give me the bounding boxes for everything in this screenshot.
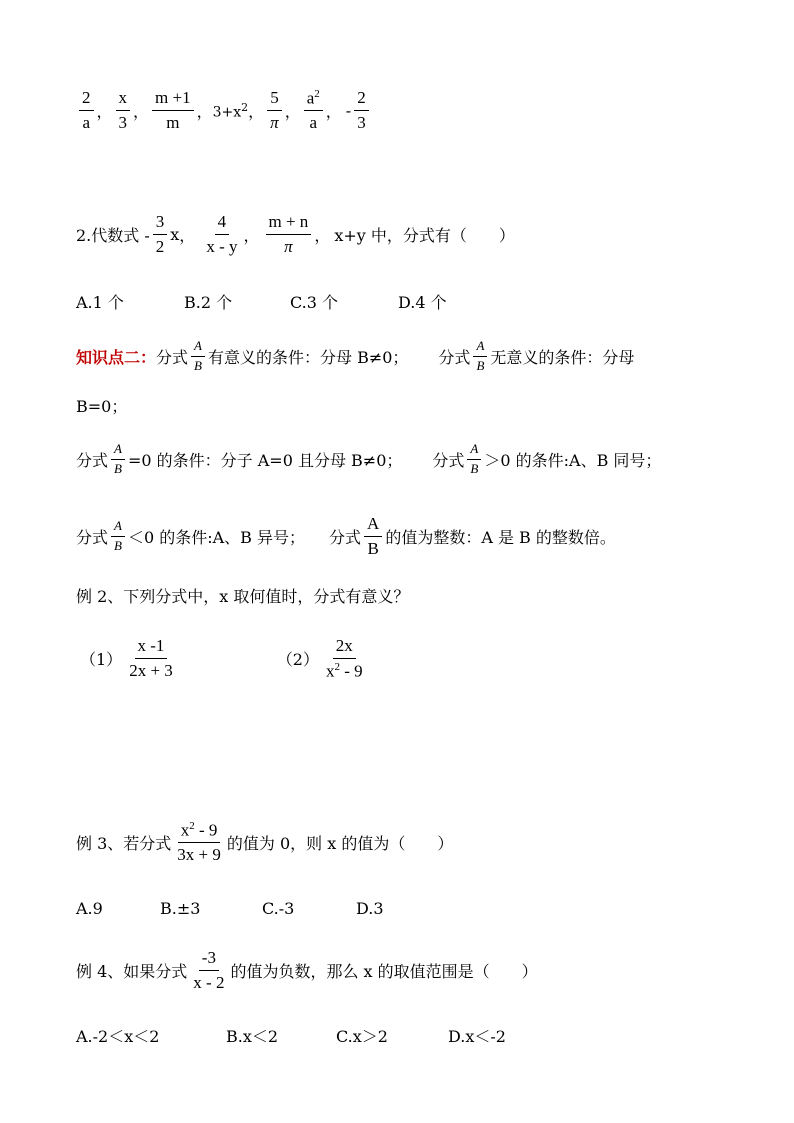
example-4-options (76, 1024, 506, 1047)
example-3-options (76, 899, 384, 918)
option-c: C.-3 (262, 899, 295, 918)
option-d: D.4 个 (398, 293, 447, 312)
fraction: $\frac{A}{B}$ (111, 519, 125, 554)
fraction: $\frac{a^2}{a}$ (304, 88, 323, 133)
example-4: 例 4、如果分式 $\frac{-3}{x - 2}$ 的值为负数，那么 x 的取值范围是（ ） (76, 948, 538, 992)
option-d: D.3 (356, 899, 384, 918)
condition-negative-integer: 分式 $\frac{A}{B}$ ＜0 的条件:A、B 异号； 分式 $\frac{A}{B}$ 的值为整数：A 是 B 的整数倍。 (76, 514, 616, 558)
option-d: D.x＜-2 (448, 1027, 506, 1046)
fraction: $\frac{x -1}{2x + 3}$ (129, 636, 173, 680)
knowledge-point-title: 知识点二： (76, 347, 157, 367)
fraction: $\frac{A}{B}$ (111, 442, 125, 477)
option-a: A.-2＜x＜2 (76, 1027, 160, 1046)
option-c: C.x＞2 (336, 1027, 388, 1046)
fraction: $\frac{A}{B}$ (467, 442, 481, 477)
fraction: $\frac{2x}{x^2 - 9}$ (325, 636, 363, 681)
fraction: $\frac{5}{\pi}$ (267, 88, 282, 132)
option-b: B.±3 (160, 899, 201, 918)
option-a: A.9 (76, 899, 103, 918)
fraction: $\frac{4}{x - y}$ (206, 212, 238, 256)
fraction: $\frac{A}{B}$ (364, 514, 382, 558)
fraction: $\frac{2}{3}$ (354, 88, 369, 132)
fraction: $\frac{-3}{x - 2}$ (193, 948, 225, 992)
fraction: $\frac{x}{3}$ (116, 88, 131, 132)
question-2-options (76, 290, 447, 313)
expression-list: $\frac{2}{a}$ ， $\frac{x}{3}$ ， $\frac{m +1}{m}$ ， $3+x^2$ ， $\frac{5}{\pi}$ ， $\frac{a^2}{a}$ ， - $\frac{2}{3}$ (76, 88, 372, 133)
option-c: C.3 个 (290, 293, 339, 312)
option-b: B.2 个 (184, 293, 233, 312)
fraction: $\frac{3}{2}$ (153, 212, 168, 256)
knowledge-point-2: 知识点二： 分式 $\frac{A}{B}$ 有意义的条件：分母 B≠0； 分式 $\frac{A}{B}$ 无意义的条件：分母 (76, 338, 635, 373)
example-2-parts: （1） $\frac{x -1}{2x + 3}$ （2） $\frac{2x}{x^2 - 9}$ (80, 636, 369, 681)
condition-zero-positive: 分式 $\frac{A}{B}$ =0 的条件：分子 A=0 且分母 B≠0； 分式 $\frac{A}{B}$ ＞0 的条件:A、B 同号； (76, 441, 662, 476)
fraction: $\frac{x^2 - 9}{3x + 9}$ (177, 820, 221, 865)
example-3: 例 3、若分式 $\frac{x^2 - 9}{3x + 9}$ 的值为 0，则 x 的值为（ ） (76, 820, 454, 865)
option-a: A.1 个 (76, 293, 124, 312)
question-2: 2.代数式 - $\frac{3}{2}$ x ， $\frac{4}{x - y}$ ， $\frac{m + n}{\pi}$ ， x+y 中，分式有（ ） (76, 212, 515, 256)
knowledge-point-2-cont: B=0； (76, 397, 128, 416)
example-2-title: 例 2、下列分式中，x 取何值时，分式有意义？ (76, 587, 410, 606)
fraction: $\frac{A}{B}$ (191, 339, 205, 374)
fraction: $\frac{m +1}{m}$ (152, 88, 194, 132)
fraction: $\frac{A}{B}$ (473, 339, 487, 374)
expression: $3+x^2$ (212, 100, 249, 121)
fraction: $\frac{2}{a}$ (79, 88, 94, 132)
fraction: $\frac{m + n}{\pi}$ (266, 212, 312, 256)
option-b: B.x＜2 (226, 1027, 279, 1046)
